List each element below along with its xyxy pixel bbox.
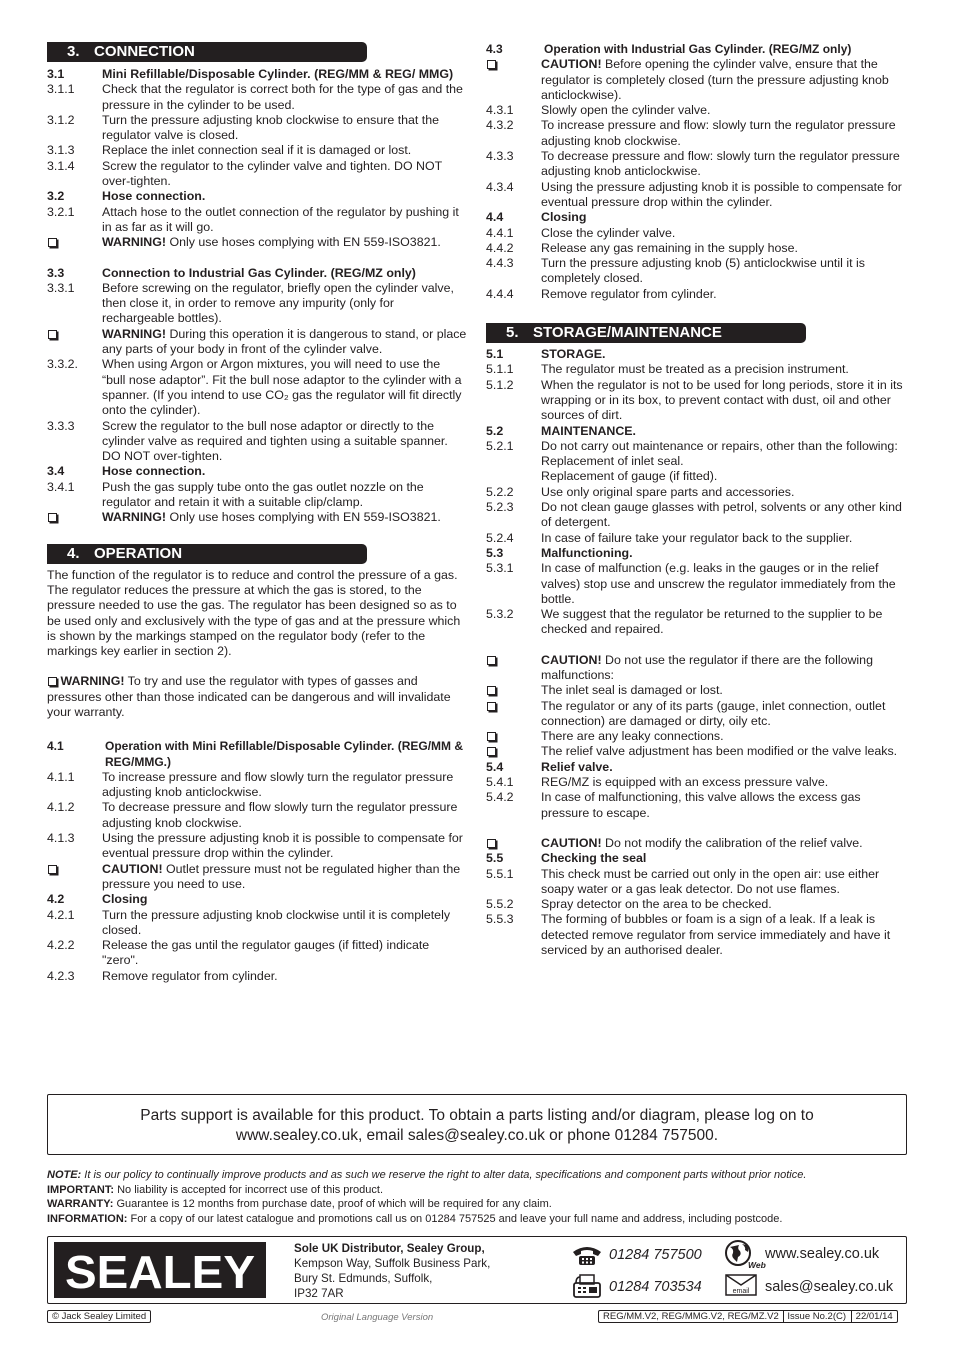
item-text: Attach hose to the outlet connection of the regulator by pushing it in as far as it will go. <box>102 204 459 234</box>
item-number: 5.2.2 <box>486 484 514 499</box>
information-line: INFORMATION: For a copy of our latest catalogue and promotions call us on 01284 757525 and leave your full name and address, including postcode. <box>47 1212 783 1225</box>
email-envelope-icon <box>725 1274 757 1296</box>
item-text: When using Argon or Argon mixtures, you will need to use the “bull nose adaptor”. Fit the bull nose adaptor to the cylinder with a spanner. (If you intend to use CO₂ gas the regulator will fit directly onto the cylinder). <box>102 357 462 418</box>
numbered-item <box>47 419 467 465</box>
item-text: Malfunctioning. <box>541 545 633 560</box>
item-text: This check must be carried out only in the open air: use either soapy water or a gas leak detector. Do not use flames. <box>541 866 880 896</box>
item-text: MAINTENANCE. <box>541 423 636 438</box>
note-line: NOTE: It is our policy to continually improve products and as such we reserve the right to alter data, specifications and component parts without prior notice. <box>47 1169 807 1181</box>
item-number: 3.2 <box>47 189 65 204</box>
item-text: Turn the pressure adjusting knob (5) anticlockwise until it is completely closed. <box>541 256 865 286</box>
item-number <box>486 699 541 730</box>
numbered-item <box>486 256 906 287</box>
numbered-item <box>486 241 906 256</box>
item-text: Using the pressure adjusting knob it is possible to compensate for eventual pressure drop within the cylinder. <box>541 179 902 209</box>
item-text: Connection to Industrial Gas Cylinder. (REG/MZ only) <box>102 265 416 280</box>
numbered-item <box>486 287 906 302</box>
numbered-item <box>47 205 467 236</box>
item-text: Do not clean gauge glasses with petrol, solvents or any other kind of detergent. <box>541 500 902 530</box>
checkbox-item <box>486 653 906 684</box>
item-number: 3.2.1 <box>47 204 75 219</box>
item-number: 3.1 <box>47 67 65 81</box>
section-4-list <box>47 739 467 984</box>
item-text: Turn the pressure adjusting knob clockwise until it is completely closed. <box>102 907 451 937</box>
item-text: To decrease pressure and flow: slowly turn the regulator pressure adjusting knob anticlockwise. <box>541 149 900 179</box>
item-number: 5.5.2 <box>486 897 514 912</box>
item-text: Replacement of gauge (if fitted). <box>541 469 718 484</box>
numbered-item <box>47 82 467 113</box>
item-number: 5.4.1 <box>486 775 514 790</box>
item-number: 4.2.1 <box>47 907 75 922</box>
item-text: Operation with Industrial Gas Cylinder. (REG/MZ only) <box>544 42 852 56</box>
item-text: Do not carry out maintenance or repairs, other than the following: <box>541 438 898 453</box>
item-number: 5.1.1 <box>486 362 514 377</box>
item-text: In case of malfunction (e.g. leaks in the gauges or in the relief valves) stop use and unscrew the regulator immediately from the bottle. <box>541 561 896 606</box>
checkbox-item <box>47 235 467 250</box>
numbered-item <box>486 561 906 607</box>
spacer <box>47 251 467 266</box>
item-text: Remove regulator from cylinder. <box>102 968 278 983</box>
numbered-item <box>47 266 467 281</box>
checkbox-item <box>486 744 906 759</box>
numbered-item <box>486 226 906 241</box>
item-text: Spray detector on the area to be checked. <box>541 897 772 912</box>
numbered-item <box>47 113 467 144</box>
item-text: Screw the regulator to the cylinder valve and tighten. DO NOT over-tighten. <box>102 158 442 189</box>
item-number: 5.3 <box>486 545 504 560</box>
numbered-item <box>47 143 467 158</box>
item-text: The regulator or any of its parts (gauge, inlet connection, outlet connection) are damaged or dirty, oily etc. <box>541 698 886 728</box>
numbered-item <box>486 546 906 561</box>
item-number: 5.2.3 <box>486 500 514 515</box>
section-3-list <box>47 67 467 526</box>
item-number: 5.1 <box>486 347 504 362</box>
item-number: 3.3.2. <box>47 357 79 372</box>
item-number <box>486 683 541 698</box>
numbered-item <box>486 500 906 531</box>
item-number <box>47 235 102 250</box>
item-text: The regulator must be treated as a precision instrument. <box>541 362 849 377</box>
numbered-item <box>47 67 467 82</box>
phone-icon <box>571 1243 603 1267</box>
numbered-item <box>486 439 906 454</box>
section-5-list <box>486 347 906 958</box>
email-link[interactable]: sales@sealey.co.uk <box>765 1279 894 1295</box>
numbered-item <box>486 775 906 790</box>
checkbox-item <box>47 510 467 525</box>
warranty-line: WARRANTY: Guarantee is 12 months from purchase date, proof of which will be required for any claim. <box>47 1198 552 1210</box>
numbered-item <box>47 281 467 327</box>
item-text: Use only original spare parts and accessories. <box>541 484 795 499</box>
item-text: REG/MZ is equipped with an excess pressure valve. <box>541 775 829 790</box>
item-text: Closing <box>541 210 587 225</box>
item-number <box>47 862 102 893</box>
item-text: To increase pressure and flow: slowly turn the regulator pressure adjusting knob clockwise. <box>541 118 896 148</box>
model-issue-date: REG/MM.V2, REG/MMG.V2, REG/MZ.V2 Issue No.2(C) 22/01/14 <box>598 1310 898 1323</box>
item-number: 4.1 <box>47 739 64 754</box>
item-number: 5.2.1 <box>486 438 514 453</box>
numbered-item <box>486 149 906 180</box>
legal-notes <box>47 1168 917 1226</box>
numbered-item <box>486 347 906 362</box>
item-number: 4.4.3 <box>486 256 514 271</box>
web-globe-icon <box>724 1240 766 1270</box>
item-text: We suggest that the regulator be returned to the supplier to be checked and repaired. <box>541 607 883 637</box>
numbered-item <box>486 378 906 424</box>
checkbox-item <box>486 57 906 103</box>
item-number: 4.4.2 <box>486 240 514 255</box>
item-number <box>486 744 541 759</box>
numbered-item <box>486 485 906 500</box>
item-text: There are any leaky connections. <box>541 729 724 744</box>
item-text: CAUTION! Do not modify the calibration of the relief valve. <box>541 835 863 850</box>
section-4-continued-list <box>486 42 906 302</box>
item-text: Hose connection. <box>102 464 206 479</box>
item-text: In case of failure take your regulator back to the supplier. <box>541 530 853 545</box>
item-number: 4.2.2 <box>47 938 75 953</box>
sealey-logo <box>54 1242 266 1298</box>
item-number: 4.3.3 <box>486 149 514 164</box>
item-number: 5.5.3 <box>486 912 514 927</box>
fax-icon <box>573 1273 601 1299</box>
item-number: 3.4 <box>47 464 65 479</box>
item-text: CAUTION! Do not use the regulator if there are the following malfunctions: <box>541 652 873 682</box>
numbered-item <box>486 867 906 898</box>
numbered-item <box>486 607 906 638</box>
item-text: STORAGE. <box>541 347 606 362</box>
checkbox-icon <box>48 865 57 874</box>
numbered-item <box>47 159 467 190</box>
item-text: Release any gas remaining in the supply hose. <box>541 240 798 255</box>
checkbox-icon <box>487 656 496 665</box>
item-number: 5.3.2 <box>486 607 514 622</box>
item-number: 4.3.4 <box>486 179 514 194</box>
svg-text:Web: Web <box>748 1260 766 1270</box>
item-text: Close the cylinder valve. <box>541 225 676 240</box>
parts-support-box <box>47 1094 907 1155</box>
item-number <box>47 510 102 525</box>
numbered-item <box>47 938 467 969</box>
numbered-item <box>486 851 906 866</box>
item-text: Screw the regulator to the bull nose adaptor or directly to the cylinder valve as required and tighten using a suitable spanner. DO NOT over-tighten. <box>102 418 448 464</box>
item-number <box>47 327 102 358</box>
item-number: 3.1.3 <box>47 143 75 158</box>
item-text: Operation with Mini Refillable/Disposable Cylinder. (REG/MM & REG/MMG.) <box>105 739 464 769</box>
item-number: 4.1.2 <box>47 800 75 815</box>
item-text: Turn the pressure adjusting knob clockwise to ensure that the regulator valve is closed. <box>102 112 440 143</box>
item-number: 3.3.1 <box>47 280 75 295</box>
item-number: 4.1.1 <box>47 769 75 784</box>
numbered-item <box>486 469 906 484</box>
item-text: Checking the seal <box>541 851 647 866</box>
section-3-header: 3. CONNECTION <box>47 42 367 62</box>
checkbox-icon <box>48 677 57 686</box>
section-5-header: 5. STORAGE/MAINTENANCE <box>486 323 806 343</box>
item-text: To increase pressure and flow slowly turn the regulator pressure adjusting knob anticlockwise. <box>102 769 454 800</box>
numbered-item <box>486 103 906 118</box>
checkbox-icon <box>487 702 496 711</box>
numbered-item <box>486 760 906 775</box>
item-text: Relief valve. <box>541 759 613 774</box>
checkbox-item <box>486 699 906 730</box>
item-number: 5.3.1 <box>486 561 514 576</box>
left-column <box>47 42 467 984</box>
checkbox-icon <box>487 747 496 756</box>
numbered-item <box>47 800 467 831</box>
numbered-item <box>47 969 467 984</box>
item-text: Before screwing on the regulator, briefly open the cylinder valve, then close it, in order to remove any impurity (only for rechargeable bottles). <box>102 280 454 326</box>
numbered-item <box>486 362 906 377</box>
phone-number: 01284 757500 <box>609 1247 702 1263</box>
checkbox-item <box>47 327 467 358</box>
numbered-item <box>47 908 467 939</box>
numbered-item <box>47 357 467 418</box>
numbered-item <box>47 831 467 862</box>
item-text: Check that the regulator is correct both for the type of gas and the pressure in the cylinder to be used. <box>102 82 463 112</box>
item-number <box>486 653 541 684</box>
item-text: Release the gas until the regulator gauges (if fitted) indicate "zero". <box>102 938 430 968</box>
numbered-item <box>47 464 467 479</box>
footer-contact-box <box>47 1236 907 1304</box>
numbered-item <box>486 531 906 546</box>
item-text: To decrease pressure and flow slowly turn the regulator pressure adjusting knob clockwise. <box>102 800 458 830</box>
svg-text:SEALEY: SEALEY <box>65 1246 255 1298</box>
numbered-item <box>47 770 467 801</box>
item-text: CAUTION! Before opening the cylinder valve, ensure that the regulator is completely closed (turn the pressure adjusting knob anticlockwise). <box>541 57 889 102</box>
numbered-item <box>47 189 467 204</box>
item-number: 4.3 <box>486 42 503 56</box>
item-number: 5.5 <box>486 851 504 866</box>
item-text: WARNING! During this operation it is dangerous to stand, or place any parts of your body in front of the cylinder valve. <box>102 326 467 357</box>
item-number: 4.4.4 <box>486 286 514 301</box>
item-number: 4.2 <box>47 892 65 907</box>
item-text: When the regulator is not to be used for long periods, store it in its wrapping or in its box, to prevent contact with dust, oil and other sources of dirt. <box>541 377 903 423</box>
checkbox-icon <box>487 60 496 69</box>
spacer <box>486 638 906 653</box>
checkbox-item <box>486 683 906 698</box>
numbered-item <box>486 424 906 439</box>
item-text: Hose connection. <box>102 189 206 204</box>
item-number <box>486 57 541 103</box>
checkbox-icon <box>48 330 57 339</box>
item-text: Slowly open the cylinder valve. <box>541 103 711 118</box>
item-number: 5.2.4 <box>486 530 514 545</box>
checkbox-icon <box>48 238 57 247</box>
item-number: 5.2 <box>486 423 504 438</box>
item-number: 3.1.2 <box>47 112 75 127</box>
checkbox-item <box>486 729 906 744</box>
item-text: Remove regulator from cylinder. <box>541 286 717 301</box>
item-number: 4.3.2 <box>486 118 514 133</box>
item-number: 5.5.1 <box>486 866 514 881</box>
operation-warning: WARNING! To try and use the regulator with types of gasses and pressures other than those indicated can be dangerous and will invalidate your warranty. <box>47 674 451 719</box>
item-text: WARNING! Only use hoses complying with EN 559-ISO3821. <box>102 510 441 525</box>
numbered-item <box>486 454 906 469</box>
item-text: The forming of bubbles or foam is a sign of a leak. If a leak is detected remove regulator from service immediately and have it serviced by an authorised dealer. <box>541 912 891 958</box>
item-number: 3.1.1 <box>47 82 75 97</box>
item-text: Push the gas supply tube onto the gas outlet nozzle on the regulator and retain it with a suitable clip/clamp. <box>102 479 424 510</box>
numbered-item <box>47 739 467 770</box>
item-text: Mini Refillable/Disposable Cylinder. (REG/MM & REG/ MMG) <box>102 67 454 81</box>
item-text: Closing <box>102 892 148 907</box>
item-number: 4.3.1 <box>486 103 514 118</box>
checkbox-item <box>47 862 467 893</box>
item-number <box>486 836 541 851</box>
item-number: 5.4 <box>486 759 504 774</box>
item-number <box>486 469 541 484</box>
numbered-item <box>47 892 467 907</box>
checkbox-item <box>486 836 906 851</box>
numbered-item <box>486 180 906 211</box>
checkbox-icon <box>487 686 496 695</box>
item-text: Using the pressure adjusting knob it is possible to compensate for eventual pressure drop within the cylinder. <box>102 831 463 861</box>
website-link[interactable]: www.sealey.co.uk <box>765 1246 880 1262</box>
parts-support-text: Parts support is available for this product. To obtain a parts listing and/or diagram, please log on to www.sealey.co.uk, email sales@sealey.co.uk or phone 01284 757500. <box>140 1107 814 1144</box>
item-number: 3.3 <box>47 265 65 280</box>
item-text: The relief valve adjustment has been modified or the valve leaks. <box>541 744 898 759</box>
right-column <box>486 42 906 958</box>
item-text: In case of malfunctioning, this valve allows the excess gas pressure to escape. <box>541 790 861 820</box>
item-text: Replacement of inlet seal. <box>541 454 684 469</box>
copyright-label: © Jack Sealey Limited <box>47 1310 151 1323</box>
item-text: WARNING! Only use hoses complying with EN 559-ISO3821. <box>102 235 441 250</box>
operation-intro: The function of the regulator is to reduce and control the pressure of a gas. The regulator reduces the pressure at which the gas is stored, to the pressure needed to use the gas. The regulator has been designed so as to be used only and exclusively with the type of gas and at the pressure which is shown by the markings stamped on the regulator body (refer to the markings key earlier in section 2). <box>47 567 461 659</box>
item-text: CAUTION! Outlet pressure must not be regulated higher than the pressure you need to use. <box>102 861 461 891</box>
item-number: 3.1.4 <box>47 158 75 173</box>
distributor-address: Sole UK Distributor, Sealey Group, Kempson Way, Suffolk Business Park, Bury St. Edmunds, Suffolk, IP32 7AR <box>294 1242 491 1300</box>
checkbox-icon <box>487 732 496 741</box>
item-number <box>486 454 541 469</box>
item-number: 3.4.1 <box>47 479 75 494</box>
item-number: 4.2.3 <box>47 968 75 983</box>
item-number: 5.4.2 <box>486 790 514 805</box>
item-number <box>486 729 541 744</box>
numbered-item <box>486 42 906 57</box>
spacer <box>486 821 906 836</box>
language-version: Original Language Version <box>321 1312 434 1323</box>
numbered-item <box>486 118 906 149</box>
numbered-item <box>47 480 467 511</box>
item-number: 4.4.1 <box>486 225 514 240</box>
numbered-item <box>486 790 906 821</box>
important-line: IMPORTANT: No liability is accepted for incorrect use of this product. <box>47 1183 384 1196</box>
numbered-item <box>486 210 906 225</box>
numbered-item <box>486 897 906 912</box>
section-4-header: 4. OPERATION <box>47 544 367 564</box>
numbered-item <box>486 912 906 958</box>
item-number: 5.1.2 <box>486 377 514 392</box>
item-number: 4.1.3 <box>47 831 75 846</box>
fax-number: 01284 703534 <box>609 1279 702 1295</box>
checkbox-icon <box>48 513 57 522</box>
svg-text:email: email <box>732 1288 750 1295</box>
item-text: Replace the inlet connection seal if it is damaged or lost. <box>102 143 412 158</box>
checkbox-icon <box>487 839 496 848</box>
item-number: 3.3.3 <box>47 418 75 433</box>
item-number: 4.4 <box>486 210 504 225</box>
item-text: The inlet seal is damaged or lost. <box>541 683 723 698</box>
